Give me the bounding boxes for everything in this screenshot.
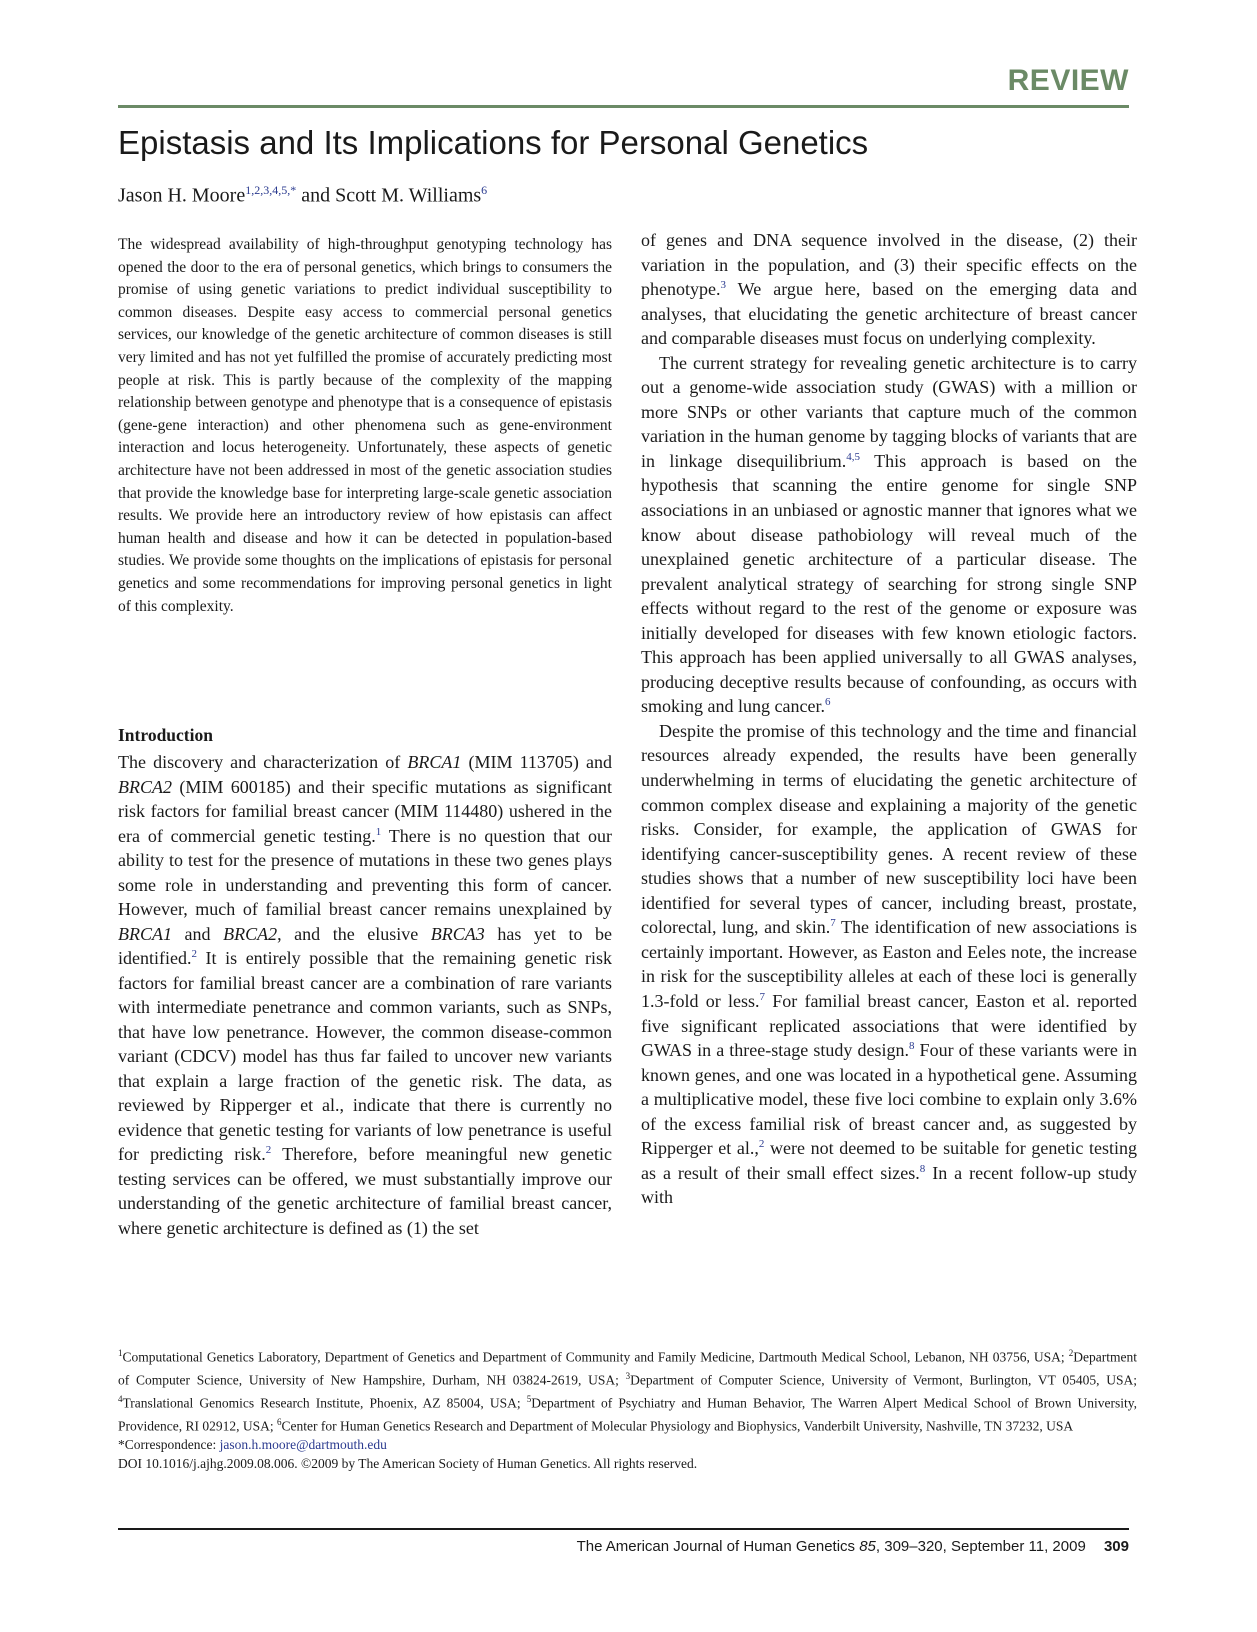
affiliation-marker: 6 — [277, 1417, 282, 1427]
affiliations — [118, 1344, 1137, 1436]
affiliation-marker: 1 — [118, 1348, 123, 1358]
journal-volume: 85 — [859, 1538, 876, 1555]
body-text: were not deemed to be suitable for genetic testing as a result of their small effect sizes. — [641, 1138, 1137, 1183]
author-name: Jason H. Moore — [118, 184, 246, 207]
citation-link[interactable]: 7 — [830, 917, 836, 930]
body-text: of genes and DNA sequence involved in the disease, (2) their variation in the population, and (3) their specific effects on the phenotype. — [641, 230, 1137, 300]
citation-link[interactable]: 8 — [908, 1040, 915, 1053]
page-footer — [577, 1538, 1129, 1555]
right-column — [641, 228, 1137, 1210]
body-text: This approach is based on the hypothesis that scanning the entire genome for single SNP associations in an unbiased or agnostic manner that ignores what we know about disease pathobiology will reveal much of the unexplained genetic architecture of a particular disease. The prevalent analytical strategy of searching for strong single SNP effects without regard to the rest of the genome or exposure was initially developed for diseases with few known etiologic factors. This approach has been applied universally to all GWAS analyses, producing deceptive results because of confounding, as occurs with smoking and lung cancer. — [641, 450, 1137, 717]
affiliation-text: Center for Human Genetics Research and Department of Molecular Physiology and Biophysics, Vanderbilt University, Nashville, TN 37232, USA — [281, 1418, 1074, 1434]
body-text: It is entirely possible that the remaining genetic risk factors for familial breast cancer are a combination of rare variants with intermediate penetrance and common variants, such as SNPs, that have low penetrance. However, the common disease-common variant (CDCV) model has thus far failed to uncover new variants that explain a large fraction of the genetic risk. The data, as reviewed by Ripperger et al., indicate that there is currently no evidence that genetic testing for variants of low penetrance is useful for predicting risk. — [118, 948, 612, 1164]
body-text: We argue here, based on the emerging data and analyses, that elucidating the genetic architecture of breast cancer and comparable diseases must focus on underlying complexity. — [641, 279, 1137, 349]
author-line — [118, 183, 487, 208]
body-paragraph — [641, 351, 1137, 719]
affiliation-marker: 4 — [118, 1394, 123, 1404]
affiliation-text: Department of Computer Science, University of Vermont, Burlington, VT 05405, USA; — [630, 1372, 1137, 1388]
body-text: Four of these variants were in known genes, and one was located in a hypothetical gene. Assuming a multiplicative model, these five loci combine to explain only 3.6% of the excess familial risk of breast cancer and, as suggested by Ripperger et al., — [641, 1040, 1137, 1159]
correspondence-email-link[interactable]: jason.h.moore@dartmouth.edu — [219, 1437, 387, 1452]
body-text: has yet to be identified. — [118, 923, 612, 968]
section-label: REVIEW — [1007, 64, 1129, 97]
body-text: In a recent follow-up study with — [641, 1162, 1137, 1208]
affiliation-marker: 5 — [526, 1394, 532, 1404]
affiliation-text: Translational Genomics Research Institute, Phoenix, AZ 85004, USA; — [122, 1395, 527, 1411]
body-text: The identification of new associations is certainly important. However, as Easton and Eeles note, the increase in risk for the susceptibility alleles at each of these loci is generally 1.3-fold or less. — [641, 917, 1137, 1011]
body-text: (MIM 113705) and — [461, 752, 612, 772]
body-text: Therefore, before meaningful new genetic testing services can be offered, we must substantially improve our understanding of the genetic architecture of familial breast cancer, where genetic architecture is defined as (1) the set — [118, 1144, 612, 1238]
body-paragraph — [641, 228, 1137, 351]
correspondence-label: *Correspondence: — [118, 1437, 220, 1452]
correspondence — [118, 1436, 1137, 1455]
intro-paragraph — [118, 750, 612, 1240]
footer-rule — [118, 1528, 1129, 1530]
doi-line: DOI 10.1016/j.ajhg.2009.08.006. ©2009 by The American Society of Human Genetics. All rights reserved. — [118, 1455, 698, 1471]
abstract: The widespread availability of high-throughput genotyping technology has opened the door to the era of personal genetics, which brings to consumers the promise of using genetic variations to predict individual susceptibility to common diseases. Despite easy access to commercial personal genetics services, our knowledge of the genetic architecture of common diseases is still very limited and has not yet fulfilled the promise of accurately predicting most people at risk. This is partly because of the complexity of the mapping relationship between genotype and phenotype that is a consequence of epistasis (gene-gene interaction) and other phenomena such as gene-environment interaction and locus heterogeneity. Unfortunately, these aspects of genetic architecture have not been addressed in most of the genetic association studies that provide the knowledge base for interpreting large-scale genetic association results. We provide here an introductory review of how epistasis can affect human health and disease and how it can be detected in population-based studies. We provide some thoughts on the implications of epistasis for personal genetics and some recommendations for improving personal genetics in light of this complexity. — [118, 236, 612, 615]
affiliation-text: Computational Genetics Laboratory, Department of Genetics and Department of Community and Family Medicine, Dartmouth Medical School, Lebanon, NH 03756, USA; — [122, 1349, 1069, 1365]
citation-link[interactable]: 6 — [824, 696, 831, 709]
journal-pages: , 309–320, September 11, 2009 — [875, 1538, 1086, 1555]
body-text: Despite the promise of this technology and the time and financial resources already expended, the results have been generally underwhelming in terms of elucidating the genetic architecture of common complex disease and explaining a majority of the genetic risks. Consider, for example, the application of GWAS for identifying cancer-susceptibility genes. A recent review of these studies shows that a number of new susceptibility loci have been identified for several types of cancer, including breast, prostate, colorectal, lung, and skin. — [641, 720, 1137, 938]
gene-name: BRCA2 — [223, 923, 278, 944]
body-paragraph — [641, 719, 1137, 1210]
body-text: and — [172, 923, 224, 944]
header-rule — [118, 105, 1129, 108]
citation-link[interactable]: 2 — [758, 1138, 765, 1151]
author-affiliation-ref[interactable]: 6 — [481, 183, 488, 197]
gene-name: BRCA1 — [407, 752, 462, 772]
affiliation-marker: 3 — [625, 1371, 631, 1381]
author-conjunction: and — [301, 184, 331, 207]
author-name: Scott M. Williams — [335, 184, 482, 207]
body-text: (MIM 600185) and their specific mutations as significant risk factors for familial breast cancer (MIM 114480) ushered in the era of commercial genetic testing. — [118, 776, 612, 846]
body-text: There is no question that our ability to test for the presence of mutations in these two genes plays some role in understanding and preventing this form of cancer. However, much of familial breast cancer remains unexplained by — [118, 825, 612, 919]
gene-name: BRCA1 — [118, 923, 172, 944]
body-text: The current strategy for revealing genetic architecture is to carry out a genome-wide association study (GWAS) with a million or more SNPs or other variants that capture much of the common variation in the human genome by tagging blocks of variants that are in linkage disequilibrium. — [641, 352, 1137, 471]
affiliation-marker: 2 — [1068, 1348, 1074, 1358]
citation-link[interactable]: 3 — [720, 279, 726, 292]
citation-link[interactable]: 2 — [191, 948, 197, 960]
gene-name: BRCA3 — [430, 923, 485, 944]
body-text: For familial breast cancer, Easton et al. reported five significant replicated associations that were identified by GWAS in a three-stage study design. — [641, 990, 1137, 1061]
citation-link[interactable]: 4,5 — [846, 450, 861, 463]
citation-link[interactable]: 1 — [375, 825, 382, 838]
page-number: 309 — [1103, 1538, 1129, 1555]
affiliation-text: Department of Psychiatry and Human Behavior, The Warren Alpert Medical School of Brown University, Providence, RI 02912, USA; — [118, 1395, 1137, 1434]
gene-name: BRCA2 — [118, 776, 172, 797]
article-title: Epistasis and Its Implications for Personal Genetics — [118, 124, 869, 161]
author-affiliation-ref[interactable]: 1,2,3,4,5,* — [245, 183, 297, 197]
journal-name: The American Journal of Human Genetics — [576, 1538, 856, 1555]
footnotes — [118, 1344, 1137, 1473]
body-text: , and the elusive — [277, 923, 431, 944]
citation-link[interactable]: 8 — [919, 1162, 926, 1175]
body-text: The discovery and characterization of — [118, 752, 408, 772]
section-heading: Introduction — [118, 725, 213, 745]
affiliation-text: Department of Computer Science, University of New Hampshire, Durham, NH 03824-2619, USA; — [118, 1349, 1137, 1388]
citation-link[interactable]: 7 — [759, 990, 765, 1003]
citation-link[interactable]: 2 — [265, 1144, 272, 1156]
